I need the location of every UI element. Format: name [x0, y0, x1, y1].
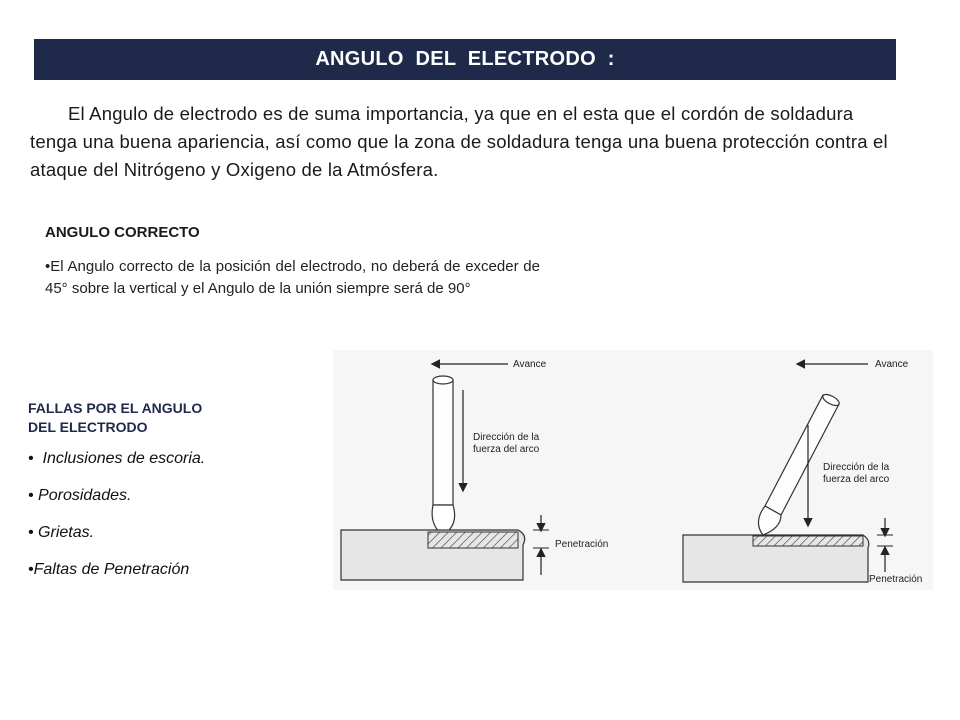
- left-diagram: [341, 359, 608, 580]
- electrode: [765, 395, 839, 515]
- weld-bead: [428, 532, 518, 548]
- fault-item: • Grietas.: [28, 524, 95, 541]
- correct-angle-text: •El Angulo correcto de la posición del electrodo, no deberá de exceder de 45° sobre la vertical y el Angulo de la unión siempre será de 90°: [45, 258, 540, 297]
- electrode-angle-diagram: [333, 350, 933, 590]
- fault-item: • Porosidades.: [28, 487, 132, 504]
- arc-force-label-line2: fuerza del arco: [473, 444, 540, 455]
- arc-force-label-line2: fuerza del arco: [823, 474, 890, 485]
- arc-force-label-line1: Dirección de la: [473, 432, 540, 443]
- faults-heading: FALLAS POR EL ANGULO DEL ELECTRODO: [28, 400, 203, 435]
- electrode-angle-figure: [333, 350, 933, 590]
- penetration-label: Penetración: [869, 574, 923, 585]
- correct-angle-section: [45, 222, 540, 300]
- fault-item: • Inclusiones de escoria.: [28, 450, 206, 467]
- penetration-label: Penetración: [555, 539, 609, 550]
- weld-bead: [753, 536, 863, 546]
- advance-label: Avance: [513, 359, 547, 370]
- intro-paragraph: El Angulo de electrodo es de suma importancia, ya que en el esta que el cordón de soldadura tenga una buena apariencia, así como que la zona de soldadura tenga una buena protección contra el ataque del Nitrógeno y Oxigeno de la Atmósfera.: [30, 103, 888, 180]
- title-bar: [34, 39, 896, 80]
- faults-list: [28, 449, 288, 580]
- electrode: [433, 380, 453, 505]
- advance-label: Avance: [875, 359, 909, 370]
- page-title: ANGULO DEL ELECTRODO :: [315, 48, 615, 70]
- arc-force-label-line1: Dirección de la: [823, 462, 890, 473]
- fault-item: •Faltas de Penetración: [28, 561, 190, 578]
- faults-section: [28, 399, 288, 597]
- electrode-tip: [433, 376, 453, 384]
- correct-angle-heading: ANGULO CORRECTO: [45, 224, 200, 241]
- right-diagram: [683, 359, 922, 585]
